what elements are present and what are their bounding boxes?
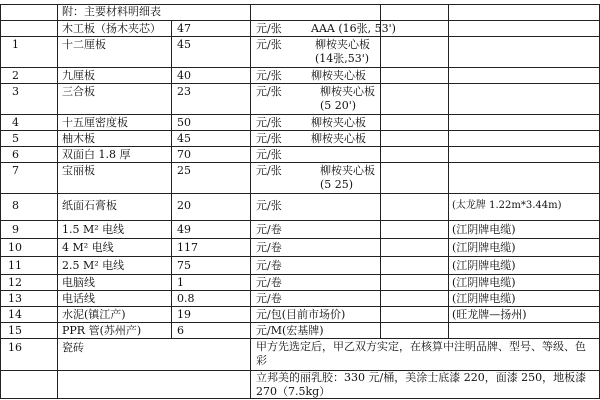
table-rule	[448, 4, 449, 338]
cell-unit: 元/卷	[256, 276, 282, 289]
table-rule	[0, 114, 600, 115]
cell-unit: 元/张	[256, 116, 282, 129]
cell-name: 1.5 M² 电线	[62, 223, 125, 236]
cell-qty: 19	[177, 308, 191, 321]
cell-unit: 元/张	[256, 38, 282, 51]
cell-name: PPR 管(苏州产)	[62, 324, 142, 337]
table-rule	[0, 306, 600, 307]
cell-brand: (江阴牌电缆)	[452, 223, 516, 236]
table-rule	[171, 20, 172, 338]
cell-unit: 元/张	[256, 164, 282, 177]
cell-no: 15	[8, 324, 22, 337]
table-rule	[0, 338, 600, 339]
table-rule	[0, 220, 600, 221]
cell-no: 13	[8, 292, 22, 305]
cell-name: 柚木板	[62, 132, 95, 145]
table-rule	[0, 130, 600, 131]
cell-unit: 元/张	[256, 85, 282, 98]
table-rule	[0, 36, 600, 37]
cell-unit: 元/卷	[256, 292, 282, 305]
cell-qty: 117	[177, 241, 198, 254]
cell-qty: 75	[177, 259, 191, 272]
cell-unit: 元/包(目前市场价)	[256, 308, 346, 321]
table-rule	[0, 4, 1, 398]
cell-name: 双面白 1.8 厚	[62, 148, 131, 161]
cell-note: 甲方先选定后，甲乙双方实定，在核算中注明品牌、型号、等级、色彩	[256, 340, 586, 367]
cell-qty: 70	[177, 148, 191, 161]
cell-no: 5	[12, 132, 19, 145]
cell-unit: 元/张	[256, 132, 282, 145]
cell-unit: 元/卷	[256, 223, 282, 236]
cell-no: 2	[12, 69, 19, 82]
cell-qty: 45	[177, 132, 191, 145]
cell-qty: 6	[177, 324, 184, 337]
cell-qty: 20	[177, 199, 191, 212]
cell-qty: 45	[177, 38, 191, 51]
cell-unit: 元/张	[256, 22, 282, 35]
table-rule	[57, 4, 58, 398]
cell-no: 7	[12, 164, 19, 177]
cell-name: 木工板（扬木夹芯）	[62, 22, 161, 35]
cell-name: 九厘板	[62, 69, 95, 82]
cell-unit: 元/M(宏基牌)	[256, 324, 324, 337]
cell-unit: 元/张	[256, 148, 282, 161]
cell-qty: 50	[177, 116, 191, 129]
cell-brand: (江阴牌电缆)	[452, 292, 516, 305]
cell-no: 16	[8, 341, 22, 354]
table-rule	[0, 146, 600, 147]
cell-brand: (江阴牌电缆)	[452, 276, 516, 289]
cell-unit: 元/卷	[256, 241, 282, 254]
table-rule	[0, 193, 600, 194]
cell-spec: 柳桉夹心板(5 20')	[320, 85, 375, 112]
cell-qty: 47	[177, 22, 191, 35]
table-rule	[0, 274, 600, 275]
cell-name: 十五厘密度板	[62, 116, 128, 129]
cell-spec: 柳桉夹心板	[311, 116, 366, 129]
cell-brand: (江阴牌电缆)	[452, 241, 516, 254]
cell-name: 瓷砖	[62, 341, 84, 354]
cell-no: 6	[12, 148, 19, 161]
cell-no: 12	[8, 276, 22, 289]
cell-qty: 1	[177, 276, 184, 289]
cell-spec: AAA (16张, 53')	[311, 22, 396, 35]
cell-unit: 元/张	[256, 199, 282, 212]
cell-spec: 柳桉夹心板	[311, 132, 366, 145]
cell-name: 2.5 M² 电线	[62, 259, 125, 272]
cell-no: 10	[8, 241, 22, 254]
table-rule	[0, 322, 600, 323]
cell-no: 4	[12, 116, 19, 129]
cell-name: 十二厘板	[62, 38, 106, 51]
table-rule	[0, 20, 600, 21]
cell-name: 电脑线	[62, 276, 95, 289]
table-rule	[0, 290, 600, 291]
cell-qty: 0.8	[177, 292, 195, 305]
table-rule	[0, 67, 600, 68]
cell-no: 3	[12, 85, 19, 98]
table-rule	[0, 238, 600, 239]
cell-qty: 23	[177, 85, 191, 98]
table-rule	[250, 4, 251, 398]
table-title: 附：主要材料明细表	[62, 5, 161, 18]
cell-name: 纸面石膏板	[62, 199, 117, 212]
cell-brand: (太龙牌 1.22m*3.44m)	[452, 200, 562, 211]
cell-spec: 柳桉夹心板	[311, 69, 366, 82]
cell-name: 水泥(镇江产)	[62, 308, 126, 321]
cell-name: 三合板	[62, 85, 95, 98]
table-rule	[0, 256, 600, 257]
cell-spec: 柳桉夹心板(5 25)	[320, 164, 375, 191]
cell-name: 4 M² 电线	[62, 241, 114, 254]
cell-unit: 元/张	[256, 69, 282, 82]
cell-note: 立邦美的丽乳胶：330 元/桶，美涂士底漆 220，面漆 250，地板漆 270（7.5kg）	[256, 371, 587, 398]
cell-qty: 49	[177, 223, 191, 236]
cell-brand: (旺龙牌—扬州)	[452, 308, 527, 321]
cell-no: 1	[12, 38, 19, 51]
cell-brand: (江阴牌电缆)	[452, 259, 516, 272]
cell-qty: 25	[177, 164, 191, 177]
cell-no: 8	[12, 199, 19, 212]
cell-no: 14	[8, 308, 22, 321]
table-rule	[380, 4, 381, 338]
table-rule	[0, 162, 600, 163]
cell-no: 11	[8, 259, 22, 272]
cell-qty: 40	[177, 69, 191, 82]
cell-unit: 元/卷	[256, 259, 282, 272]
table-rule	[0, 83, 600, 84]
cell-no: 9	[12, 223, 19, 236]
cell-name: 电话线	[62, 292, 95, 305]
cell-spec: 柳桉夹心板(14张,53')	[315, 38, 370, 65]
cell-name: 宝丽板	[62, 164, 95, 177]
